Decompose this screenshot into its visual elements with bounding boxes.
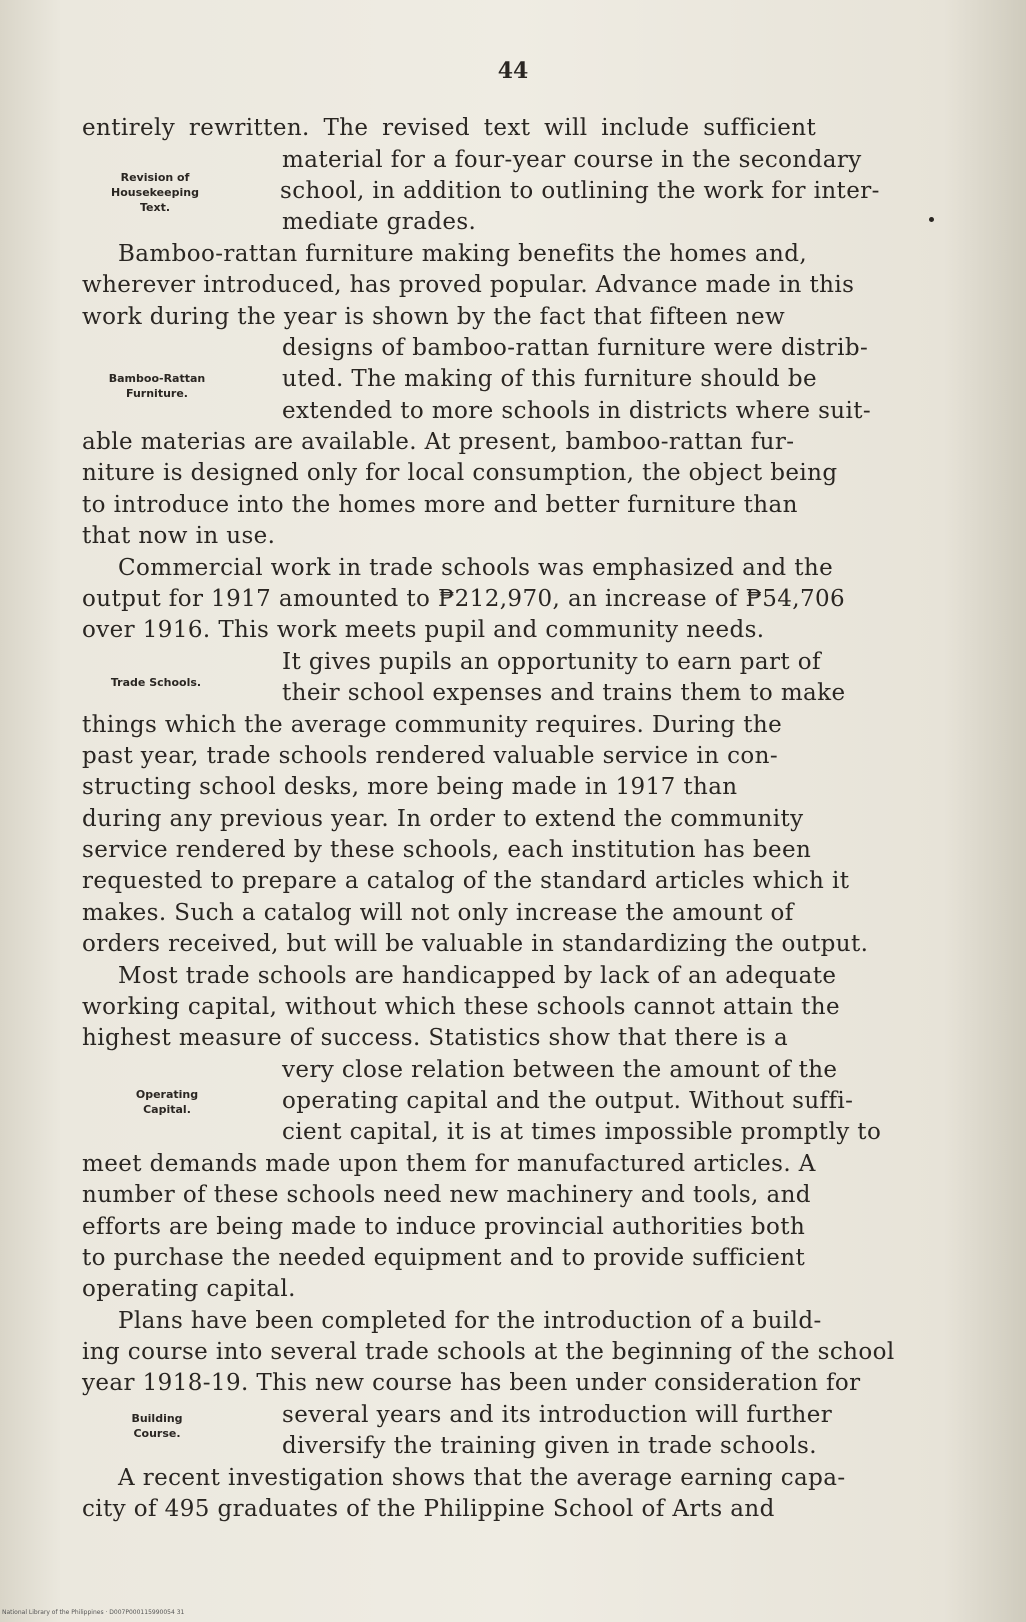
- text-line: mediate grades.: [282, 209, 477, 235]
- text-line: Plans have been completed for the introduction of a build-: [118, 1308, 822, 1334]
- text-line: entirely rewritten. The revised text will include sufficient: [82, 115, 817, 141]
- text-line: past year, trade schools rendered valuable service in con-: [82, 743, 778, 769]
- text-line: work during the year is shown by the fact that fifteen new: [82, 304, 786, 330]
- text-line: structing school desks, more being made in 1917 than: [82, 774, 738, 800]
- text-line: requested to prepare a catalog of the standard articles which it: [82, 868, 850, 894]
- text-line: niture is designed only for local consumption, the object being: [82, 460, 838, 486]
- margin-note-bamboo: Bamboo-Rattan Furniture.: [108, 372, 206, 400]
- margin-note-trade-schools: Trade Schools.: [110, 676, 202, 689]
- text-line: meet demands made upon them for manufactured articles. A: [82, 1151, 816, 1177]
- text-line: able materias are available. At present, bamboo-rattan fur-: [82, 429, 795, 455]
- margin-note-operating-capital: Operating Capital.: [135, 1088, 199, 1116]
- text-line: ing course into several trade schools at the beginning of the school: [82, 1339, 895, 1365]
- text-line: output for 1917 amounted to ₱212,970, an increase of ₱54,706: [82, 586, 846, 612]
- margin-note-housekeeping: Revision of Housekeeping Text.: [111, 171, 199, 214]
- text-line: efforts are being made to induce provincial authorities both: [82, 1214, 806, 1240]
- text-line: their school expenses and trains them to make: [282, 680, 846, 706]
- scan-footer: National Library of the Philippines · D007P000115990054 31: [2, 1609, 185, 1616]
- text-line: wherever introduced, has proved popular. Advance made in this: [82, 272, 855, 298]
- text-line: Bamboo-rattan furniture making benefits the homes and,: [118, 241, 808, 267]
- text-line: very close relation between the amount of the: [282, 1057, 838, 1083]
- margin-note-building-course: Building Course.: [131, 1412, 183, 1440]
- text-line: makes. Such a catalog will not only increase the amount of: [82, 900, 794, 926]
- text-line: working capital, without which these schools cannot attain the: [82, 994, 840, 1020]
- text-line: Commercial work in trade schools was emphasized and the: [118, 555, 834, 581]
- text-line: number of these schools need new machinery and tools, and: [82, 1182, 811, 1208]
- text-line: to purchase the needed equipment and to provide sufficient: [82, 1245, 806, 1271]
- text-line: that now in use.: [82, 523, 276, 549]
- stray-dot-mark: [929, 217, 934, 222]
- text-line: to introduce into the homes more and better furniture than: [82, 492, 798, 518]
- text-line: highest measure of success. Statistics show that there is a: [82, 1025, 789, 1051]
- text-line: year 1918-19. This new course has been under consideration for: [82, 1370, 861, 1396]
- text-line: city of 495 graduates of the Philippine School of Arts and: [82, 1496, 775, 1522]
- text-line: designs of bamboo-rattan furniture were distrib-: [282, 335, 869, 361]
- text-line: uted. The making of this furniture should be: [282, 366, 818, 392]
- text-line: material for a four-year course in the secondary: [282, 147, 862, 173]
- text-line: operating capital.: [82, 1276, 296, 1302]
- text-line: over 1916. This work meets pupil and community needs.: [82, 617, 765, 643]
- page-number: 44: [497, 58, 529, 84]
- text-line: extended to more schools in districts where suit-: [282, 398, 872, 424]
- text-line: Most trade schools are handicapped by lack of an adequate: [118, 963, 837, 989]
- text-line: diversify the training given in trade schools.: [282, 1433, 817, 1459]
- text-line: A recent investigation shows that the average earning capa-: [118, 1465, 846, 1491]
- text-line: orders received, but will be valuable in standardizing the output.: [82, 931, 869, 957]
- text-line: service rendered by these schools, each institution has been: [82, 837, 812, 863]
- text-line: during any previous year. In order to extend the community: [82, 806, 804, 832]
- text-line: things which the average community requires. During the: [82, 712, 783, 738]
- text-line: school, in addition to outlining the work for inter-: [280, 178, 880, 204]
- text-line: several years and its introduction will further: [282, 1402, 833, 1428]
- text-line: operating capital and the output. Without suffi-: [282, 1088, 854, 1114]
- text-line: It gives pupils an opportunity to earn part of: [282, 649, 821, 675]
- text-line: cient capital, it is at times impossible promptly to: [282, 1119, 882, 1145]
